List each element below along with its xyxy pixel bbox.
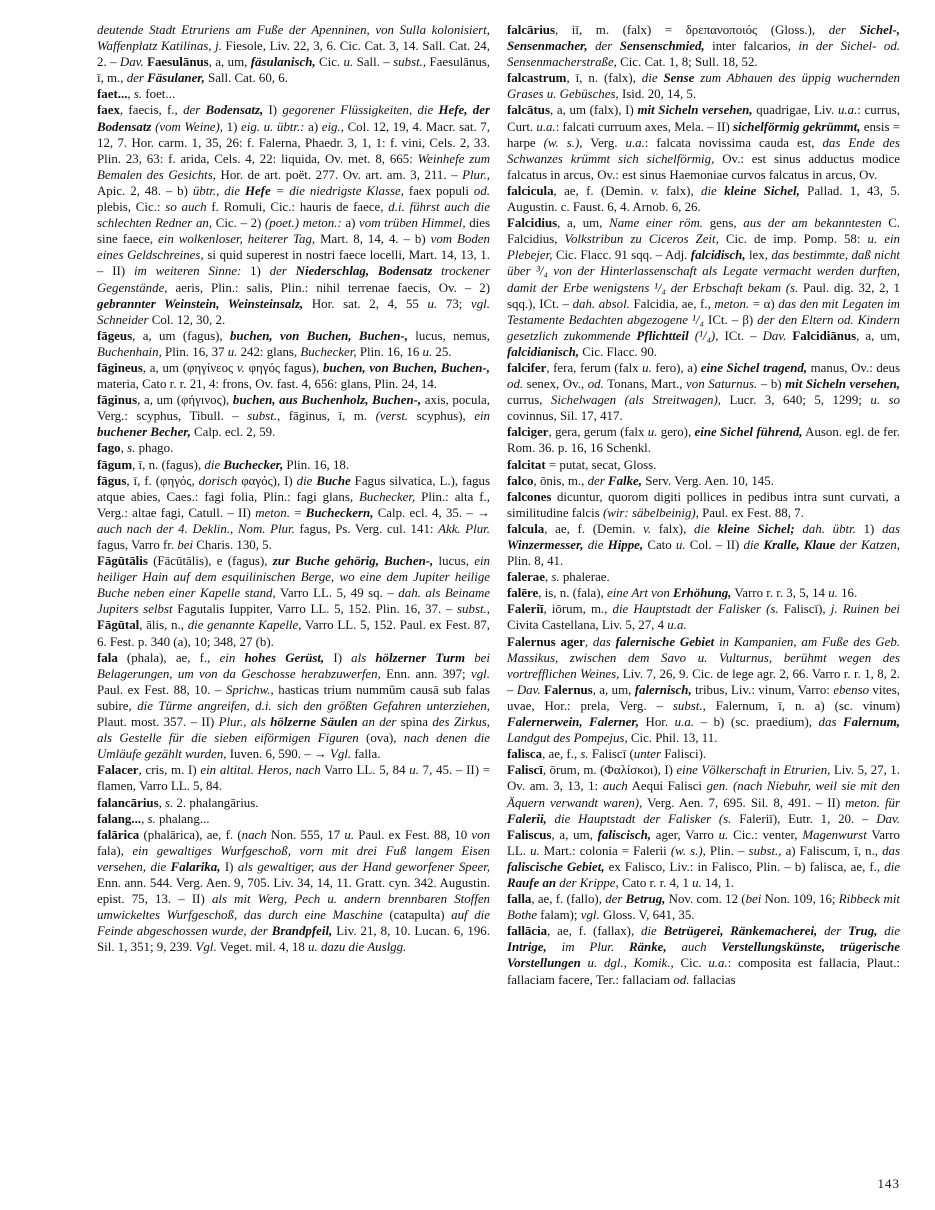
dictionary-entry: falēre, is, n. (fala), eine Art von Erhöhung, Varro r. r. 3, 5, 14 u. 16. bbox=[507, 586, 858, 601]
dictionary-entry: falcones dicuntur, quorom digiti pollices in pedibus intra sunt curvati, a similitudine falcis (wir: säbelbeinig), Paul. ex Fest. 88, 7. bbox=[507, 489, 900, 520]
dictionary-entry: falārica (phalārica), ae, f. (nach Non. 555, 17 u. Paul. ex Fest. 88, 10 von fala), ein gewaltiges Wurfgeschoß, vorn mit drei Fuß langem Eisen versehen, die Falarika, I) als gewaltiger, aus der Hand geworfener Speer, Enn. ann. 544. Verg. Aen. 9, 705. Liv. 34, 14, 11. Gratt. cyn. 342. Augustin. epist. 75, 13. – II) als mit Werg, Pech u. andern brennbaren Stoffen umwickeltes Wurfgeschoß, das durch eine Maschine (catapulta) auf die Feinde abgeschossen wurde, der Brandpfeil, Liv. 21, 8, 10. Lucan. 6, 196. Sil. 1, 351; 9, 239. Vgl. Veget. mil. 4, 18 u. dazu die Auslgg. bbox=[97, 827, 491, 955]
dictionary-entry: falco, ōnis, m., der Falke, Serv. Verg. Aen. 10, 145. bbox=[507, 473, 774, 488]
dictionary-entry: falcula, ae, f. (Demin. v. falx), die kleine Sichel; dah. übtr. 1) das Winzermesser, die Hippe, Cato u. Col. – II) die Kralle, Klaue der Katzen, Plin. 8, 41. bbox=[507, 521, 900, 569]
dictionary-entry: fala (phala), ae, f., ein hohes Gerüst, I) als hölzerner Turm bei Belagerungen, um von da Geschosse herabzuwerfen, Enn. ann. 397; vgl. Paul. ex Fest. 88, 10. – Sprichw., hasticas trium nummûm causā sub falas subire, die Türme angreifen, d.i. sich den größten Gefahren unterziehen, Plaut. most. 357. – II) Plur., als hölzerne Säulen an der spina des Zirkus, als Gestelle für die sieben eiförmigen Figuren (ova), nach denen die Umläufe gezählt wurden, Iuven. 6, 590. – → Vgl. falla. bbox=[97, 650, 491, 762]
dictionary-entry: fāgum, ī, n. (fagus), die Buchecker, Plin. 16, 18. bbox=[97, 457, 350, 472]
dictionary-entry: falciger, gera, gerum (falx u. gero), eine Sichel führend, Auson. egl. de fer. Rom. 36. p. 16, 16 Schenkl. bbox=[507, 425, 900, 456]
dictionary-entry: Falacer, cris, m. I) ein altital. Heros, nach Varro LL. 5, 84 u. 7, 45. – II) = flamen, Varro LL. 5, 84. bbox=[97, 763, 490, 794]
dictionary-entry: fāgineus, a, um (φηγίνεος v. φηγός fagus), buchen, von Buchen, Buchen-, materia, Cato r. r. 21, 4: frons, Ov. fast. 4, 656: glans, Plin. 24, 14. bbox=[97, 360, 490, 392]
left-column bbox=[97, 22, 490, 988]
dictionary-entry: falcicula, ae, f. (Demin. v. falx), die kleine Sichel, Pallad. 1, 43, 5. Augustin. c. Faust. 6, 4. Arnob. 6, 26. bbox=[507, 183, 900, 215]
dictionary-entry: falang..., s. phalang... bbox=[97, 811, 210, 826]
page-number: 143 bbox=[877, 1176, 900, 1191]
dictionary-entry: fago, s. phago. bbox=[97, 441, 174, 456]
dictionary-entry: Falernus ager, das falernische Gebiet in Kampanien, am Fuße des Geb. Massikus, zwischen dem Savo u. Vulturnus, berühmt wegen des vortrefflichen Weines, Liv. 7, 26, 9. Cic. de lege agr. 2, 66. Varro r. r. 1, 8, 2. – Dav. Falernus, a, um, falernisch, tribus, Liv.: vinum, Varro: ebenso vites, uvae, Hor.: prela, Verg. – subst., Falernum, ī, n. a) (sc. vinum) Falernerwein, Falerner, Hor. u.a. – b) (sc. praedium), das Falernum, Landgut des Pompejus, Cic. Phil. 13, 11. bbox=[507, 634, 901, 746]
dictionary-entry: falcifer, fera, ferum (falx u. fero), a) eine Sichel tragend, manus, Ov.: deus od. senex, Ov., od. Tonans, Mart., von Saturnus. – b) mit Sicheln versehen, currus, Sichelwagen (als Streitwagen), Lucr. 3, 640; 5, 1299; u. so covinnus, Sil. 17, 417. bbox=[507, 360, 901, 424]
dictionary-entry: deutende Stadt Etruriens am Fuße der Apenninen, von Sulla kolonisiert, Waffenplatz Katilinas, j. Fiesole, Liv. 22, 3, 6. Cic. Cat. 3, 14. Sall. Cat. 24, 2. – Dav. Faesulānus, a, um, fäsulanisch, Cic. u. Sall. – subst., Faesulānus, ī, m., der Fäsulaner, Sall. Cat. 60, 6. bbox=[97, 23, 491, 86]
dictionary-entry: fāgus, ī, f. (φηγός, dorisch φαγός), I) die Buche Fagus silvatica, L.), fagus atque abies, Caes.: fagi folia, Plin.: fagi glans, Buchecker, Plin.: alta f., Verg.: altae fagi, Catull. – II) meton. = Bucheckern, Calp. ecl. 4, 35. – → auch nach der 4. Deklin., Nom. Plur. fagus, Ps. Verg. cul. 141: Akk. Plur. fagus, Varro fr. bei Charis. 130, 5. bbox=[97, 473, 490, 552]
dictionary-entry: Fāgūtālis (Fācūtālis), e (fagus), zur Buche gehörig, Buchen-, lucus, ein heiliger Hain auf dem esquilinischen Berge, wo eine dem Jupiter heilige Buche neben einer Kapelle stand, Varro LL. 5, 49 sq. – dah. als Beiname Jupiters selbst Fagutalis Iuppiter, Varro LL. 5, 152. Plin. 16, 37. – subst., Fāgūtal, ālis, n., die genannte Kapelle, Varro LL. 5, 152. Paul. ex Fest. 87, 6. Fest. p. 340 (a), 10; 348, 27 (b). bbox=[97, 554, 491, 649]
dictionary-entry: faet..., s. foet... bbox=[97, 87, 176, 102]
dictionary-entry: falcātus, a, um (falx), I) mit Sicheln versehen, quadrigae, Liv. u.a.: currus, Curt. u.a.: falcati curruum axes, Mela. – II) sichelförmig gekrümmt, ensis = harpe (w. s.), Verg. u.a.: falcata novissima cauda est, das Ende des Schwanzes krümmt sich sichelförmig, Ov.: est sinus adductus modice falcatus in arcus, Ov.: est sinus Haemoniae curvos falcatus in arcus, Ov. bbox=[507, 103, 901, 182]
dictionary-entry: falancārius, s. 2. phalangārius. bbox=[97, 795, 259, 810]
dictionary-entry: fāginus, a, um (φήγινος), buchen, aus Buchenholz, Buchen-, axis, pocula, Verg.: scyphus, Tibull. – subst., fāginus, ī, m. (verst. scyphus), ein buchener Becher, Calp. ecl. 2, 59. bbox=[97, 393, 491, 440]
dictionary-entry: fāgeus, a, um (fagus), buchen, von Buchen, Buchen-, lucus, nemus, Buchenhain, Plin. 16, 37 u. 242: glans, Buchecker, Plin. 16, 16 u. 25. bbox=[97, 328, 490, 359]
dictionary-entry: falcārius, iī, m. (falx) = δρεπανοποιός (Gloss.), der Sichel-, Sensenmacher, der Sensenschmied, inter falcarios, in der Sichel- od. Sensenmacherstraße, Cic. Cat. 1, 8; Sull. 18, 52. bbox=[507, 23, 901, 70]
text-columns bbox=[97, 22, 900, 988]
dictionary-entry: fallācia, ae, f. (fallax), die Betrügerei, Ränkemacherei, der Trug, die Intrige, im Plur. Ränke, auch Verstellungskünste, trügerische Vorstellungen u. dgl., Komik., Cic. u.a.: composita est fallacia, Plaut.: fallaciam facere, Ter.: fallaciam od. fallacias bbox=[507, 924, 900, 987]
dictionary-entry: falla, ae, f. (fallo), der Betrug, Nov. com. 12 (bei Non. 109, 16; Ribbeck mit Bothe falam); vgl. Gloss. V, 641, 35. bbox=[507, 892, 900, 923]
dictionary-entry: Falcidius, a, um, Name einer röm. gens, aus der am bekanntesten C. Falcidius, Volkstribun zu Ciceros Zeit, Cic. de imp. Pomp. 58: u. ein Plebejer, Cic. Flacc. 91 sqq. – Adj. falcidisch, lex, das bestimmte, daß nicht über ³/₄ von der Hinterlassenschaft als Legate vermacht werden durften, damit der Erbe wenigstens ¹/₄ der Erbschaft bekam (s. Paul. dig. 32, 2, 1 sqq.), ICt. – dah. absol. Falcidia, ae, f., meton. = α) das den mit Legaten im Testamente Bedachten abgezogene ¹/₄ ICt. – β) der den Eltern od. Kindern gesetzlich zukommende Pflichtteil (¹/₄), ICt. – Dav. Falcidiānus, a, um, falcidianisch, Cic. Flacc. 90. bbox=[507, 216, 901, 359]
dictionary-entry: falcastrum, ī, n. (falx), die Sense zum Abhauen des üppig wuchernden Grases u. Gebüsches, Isid. 20, 14, 5. bbox=[507, 71, 900, 102]
right-column bbox=[507, 22, 900, 988]
dictionary-entry: falcitat = putat, secat, Gloss. bbox=[507, 457, 657, 472]
dictionary-entry: Faleriī, iōrum, m., die Hauptstadt der Falisker (s. Faliscī), j. Ruinen bei Civita Castellana, Liv. 5, 27, 4 u.a. bbox=[507, 602, 900, 633]
dictionary-entry: falisca, ae, f., s. Faliscī (unter Falisci). bbox=[507, 747, 707, 762]
dictionary-entry: Faliscī, ōrum, m. (Φαλίσκοι), I) eine Völkerschaft in Etrurien, Liv. 5, 27, 1. Ov. am. 3, 13, 1: auch Aequi Falisci gen. (nach Niebuhr, weil sie mit den Äquern verwandt waren), Verg. Aen. 7, 695. Sil. 8, 491. – II) meton. für Falerii, die Hauptstadt der Falisker (s. Faleriī), Eutr. 1, 20. – Dav. Faliscus, a, um, faliscisch, ager, Varro u. Cic.: venter, Magenwurst Varro LL. u. Mart.: colonia = Falerii (w. s.), Plin. – subst., a) Faliscum, ī, n., das faliscische Gebiet, ex Falisco, Liv.: in Falisco, Plin. – b) falisca, ae, f., die Raufe an der Krippe, Cato r. r. 4, 1 u. 14, 1. bbox=[507, 763, 901, 890]
dictionary-entry: falerae, s. phalerae. bbox=[507, 570, 610, 585]
dictionary-entry: faex, faecis, f., der Bodensatz, I) gegorener Flüssigkeiten, die Hefe, der Bodensatz (vom Weine), 1) eig. u. übtr.: a) eig., Col. 12, 19, 4. Macr. sat. 7, 12, 7. Hor. carm. 1, 35, 26: f. Falerna, Phaedr. 3, 1, 1: f. vini, Cels. 2, 33. Plin. 23, 63: f. arida, Cels. 4, 22: liquida, Ov. met. 8, 665: Weinhefe zum Bemalen des Gesichts, Hor. de art. poët. 277. Ov. art. am. 3, 211. – Plur., Apic. 2, 48. – b) übtr., die Hefe = die niedrigste Klasse, faex populi od. plebis, Cic.: so auch f. Romuli, Cic.: hauris de faece, d.i. führst auch die schlechten Redner an, Cic. – 2) (poet.) meton.: a) vom trüben Himmel, dies sine faece, ein wolkenloser, heiterer Tag, Mart. 8, 14, 4. – b) vom Boden eines Geldschreines, si quid superest in nostri faece locelli, Mart. 14, 13, 1. – II) im weiteren Sinne: 1) der Niederschlag, Bodensatz trockener Gegenstände, aeris, Plin.: salis, Plin.: nihil terrenae faecis, Ov. – 2) gebrannter Weinstein, Weinsteinsalz, Hor. sat. 2, 4, 55 u. 73; vgl. Schneider Col. 12, 30, 2. bbox=[97, 103, 491, 327]
